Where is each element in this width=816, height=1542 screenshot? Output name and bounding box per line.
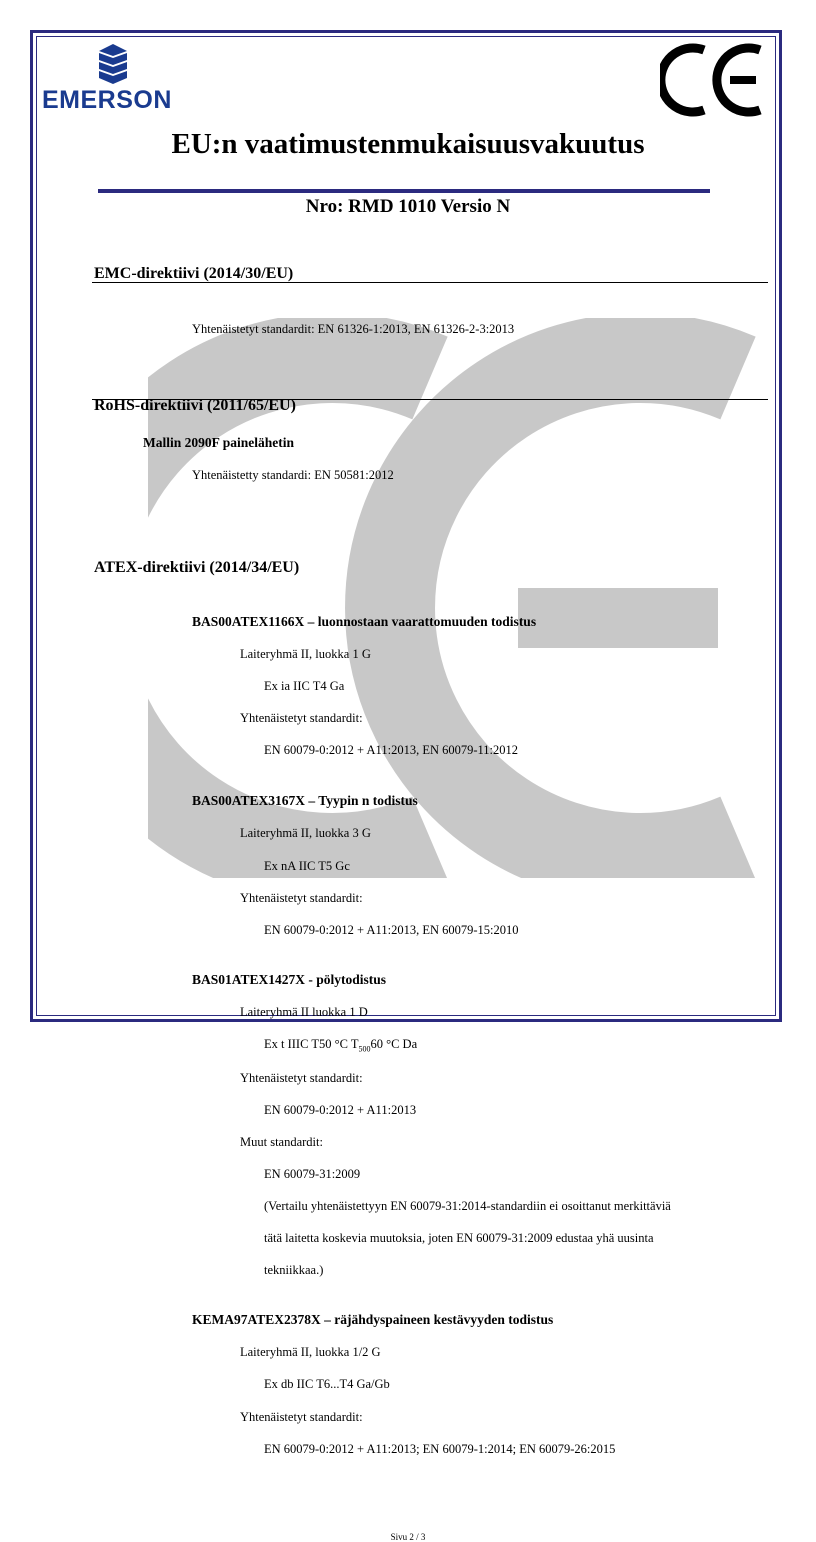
cert-group: Laiteryhmä II, luokka 1 G	[240, 647, 371, 661]
emerson-mark-icon	[97, 44, 129, 86]
page-number: Sivu 2 / 3	[390, 1531, 426, 1542]
cert-note: (Vertailu yhtenäistettyyn EN 60079-31:2014-standardiin ei osoittanut merkittäviä	[264, 1198, 671, 1213]
rohs-heading: RoHS-direktiivi (2011/65/EU)	[94, 397, 296, 414]
cert-marking: Ex db IIC T6...T4 Ga/Gb	[264, 1376, 390, 1391]
cert-standards-label: Yhtenäistetyt standardit:	[240, 891, 363, 905]
marking-prefix: Ex t IIIC T50 °C T	[264, 1037, 359, 1051]
document-number: Nro: RMD 1010 Versio N	[305, 196, 511, 217]
cert-marking: Ex ia IIC T4 Ga	[264, 679, 345, 693]
cert-title: BAS00ATEX1166X – luonnostaan vaarattomuuden todistus	[192, 614, 537, 629]
atex-heading: ATEX-direktiivi (2014/34/EU)	[94, 559, 300, 576]
cert-other-value: EN 60079-31:2009	[264, 1166, 361, 1181]
emerson-logo	[42, 44, 192, 114]
cert-standards-value: EN 60079-0:2012 + A11:2013; EN 60079-1:2014; EN 60079-26:2015	[264, 1441, 616, 1456]
logo-text: EMERSON	[42, 86, 172, 114]
rohs-standard: Yhtenäistetty standardi: EN 50581:2012	[192, 468, 394, 482]
cert-marking	[264, 1037, 816, 1054]
cert-group: Laiteryhmä II, luokka 1/2 G	[240, 1344, 381, 1359]
page-title: EU:n vaatimustenmukaisuusvakuutus	[171, 128, 645, 160]
marking-suffix: 60 °C Da	[370, 1037, 418, 1051]
cert-title: BAS00ATEX3167X – Tyypin n todistus	[192, 793, 418, 808]
cert-title: BAS01ATEX1427X - pölytodistus	[192, 972, 387, 987]
title-divider	[98, 189, 710, 193]
cert-standards-value: EN 60079-0:2012 + A11:2013, EN 60079-15:2010	[264, 923, 519, 937]
cert-standards-value: EN 60079-0:2012 + A11:2013	[264, 1102, 417, 1117]
cert-group: Laiteryhmä II luokka 1 D	[240, 1005, 368, 1019]
rohs-model: Mallin 2090F painelähetin	[143, 435, 295, 450]
cert-group: Laiteryhmä II, luokka 3 G	[240, 826, 371, 840]
cert-marking: Ex nA IIC T5 Gc	[264, 859, 350, 873]
cert-other-label: Muut standardit:	[240, 1134, 323, 1149]
cert-standards-label: Yhtenäistetyt standardit:	[240, 1070, 363, 1085]
marking-subscript: 500	[358, 1044, 371, 1054]
cert-title: KEMA97ATEX2378X – räjähdyspaineen kestävyyden todistus	[192, 1311, 554, 1327]
cert-standards-value: EN 60079-0:2012 + A11:2013, EN 60079-11:2012	[264, 743, 519, 757]
cert-note: tekniikkaa.)	[264, 1262, 324, 1277]
emc-heading: EMC-direktiivi (2014/30/EU)	[94, 265, 294, 282]
cert-standards-label: Yhtenäistetyt standardit:	[240, 1409, 363, 1424]
cert-note: tätä laitetta koskevia muutoksia, joten EN 60079-31:2009 edustaa yhä uusinta	[264, 1230, 654, 1245]
ce-mark-icon	[660, 42, 766, 118]
emc-standards: Yhtenäistetyt standardit: EN 61326-1:2013, EN 61326-2-3:2013	[192, 322, 515, 336]
cert-standards-label: Yhtenäistetyt standardit:	[240, 711, 363, 725]
